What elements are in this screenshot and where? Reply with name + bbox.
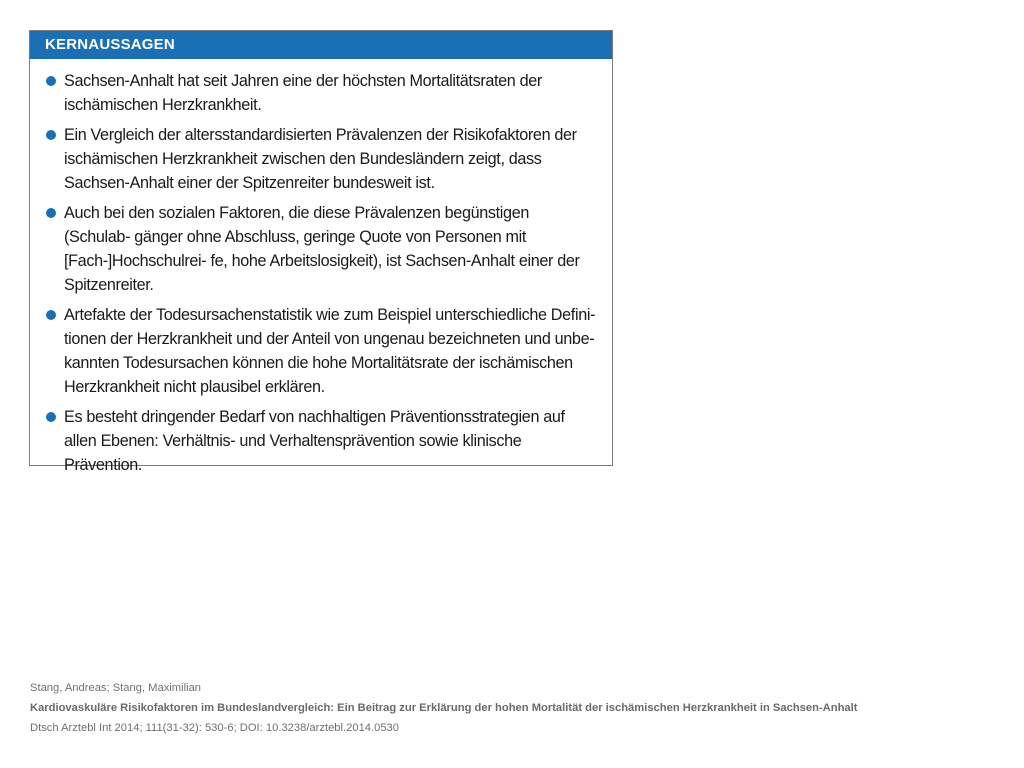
list-item [44, 123, 598, 195]
bullet-text: Ein Vergleich der altersstandardisierten Prävalenzen der Risikofaktoren der ischämischen Herzkrankheit zwischen den Bundesländern zeigt, dass Sachsen-Anhalt einer der Spitzenreiter bundesweit ist. [64, 126, 577, 192]
list-item [44, 405, 598, 477]
bullet-dot-icon [46, 310, 56, 320]
citation-source: Dtsch Arztebl Int 2014; 111(31-32): 530-6; DOI: 10.3238/arztebl.2014.0530 [30, 722, 400, 734]
bullet-text: Es besteht dringender Bedarf von nachhaltigen Präventionsstrategien auf allen Ebenen: Verhältnis- und Verhaltensprävention sowie klinische Prävention. [64, 408, 565, 474]
list-item [44, 69, 598, 117]
bullet-dot-icon [46, 412, 56, 422]
bullet-text: Artefakte der Todesursachenstatistik wie zum Beispiel unterschiedliche Defini- tionen der Herzkrankheit und der Anteil von ungenau bezeichneten und unbe- kannten Todesursachen können die hohe Mortalitätsrate der ischämischen Herzkrankheit nicht plausibel erklären. [64, 306, 596, 396]
citation-authors: Stang, Andreas; Stang, Maximilian [30, 682, 202, 694]
list-item [44, 303, 598, 399]
bullet-dot-icon [46, 208, 56, 218]
bullet-text: Auch bei den sozialen Faktoren, die diese Prävalenzen begünstigen (Schulab- gänger ohne Abschluss, geringe Quote von Personen mit [Fach-]Hochschulrei- fe, hohe Arbeitslosigkeit), ist Sachsen-Anhalt einer der Spitzenreiter. [64, 204, 580, 294]
bullet-dot-icon [46, 76, 56, 86]
box-title: KERNAUSSAGEN [30, 31, 612, 59]
bullet-dot-icon [46, 130, 56, 140]
citation [30, 678, 1010, 738]
citation-title: Kardiovaskuläre Risikofaktoren im Bundeslandvergleich: Ein Beitrag zur Erklärung der hohen Mortalität der ischämischen Herzkrankheit in Sachsen-Anhalt [30, 702, 858, 714]
bullet-list [30, 59, 612, 477]
bullet-text: Sachsen-Anhalt hat seit Jahren eine der höchsten Mortalitätsraten der ischämischen Herzkrankheit. [64, 72, 542, 114]
key-messages-box [29, 30, 613, 474]
list-item [44, 201, 598, 297]
